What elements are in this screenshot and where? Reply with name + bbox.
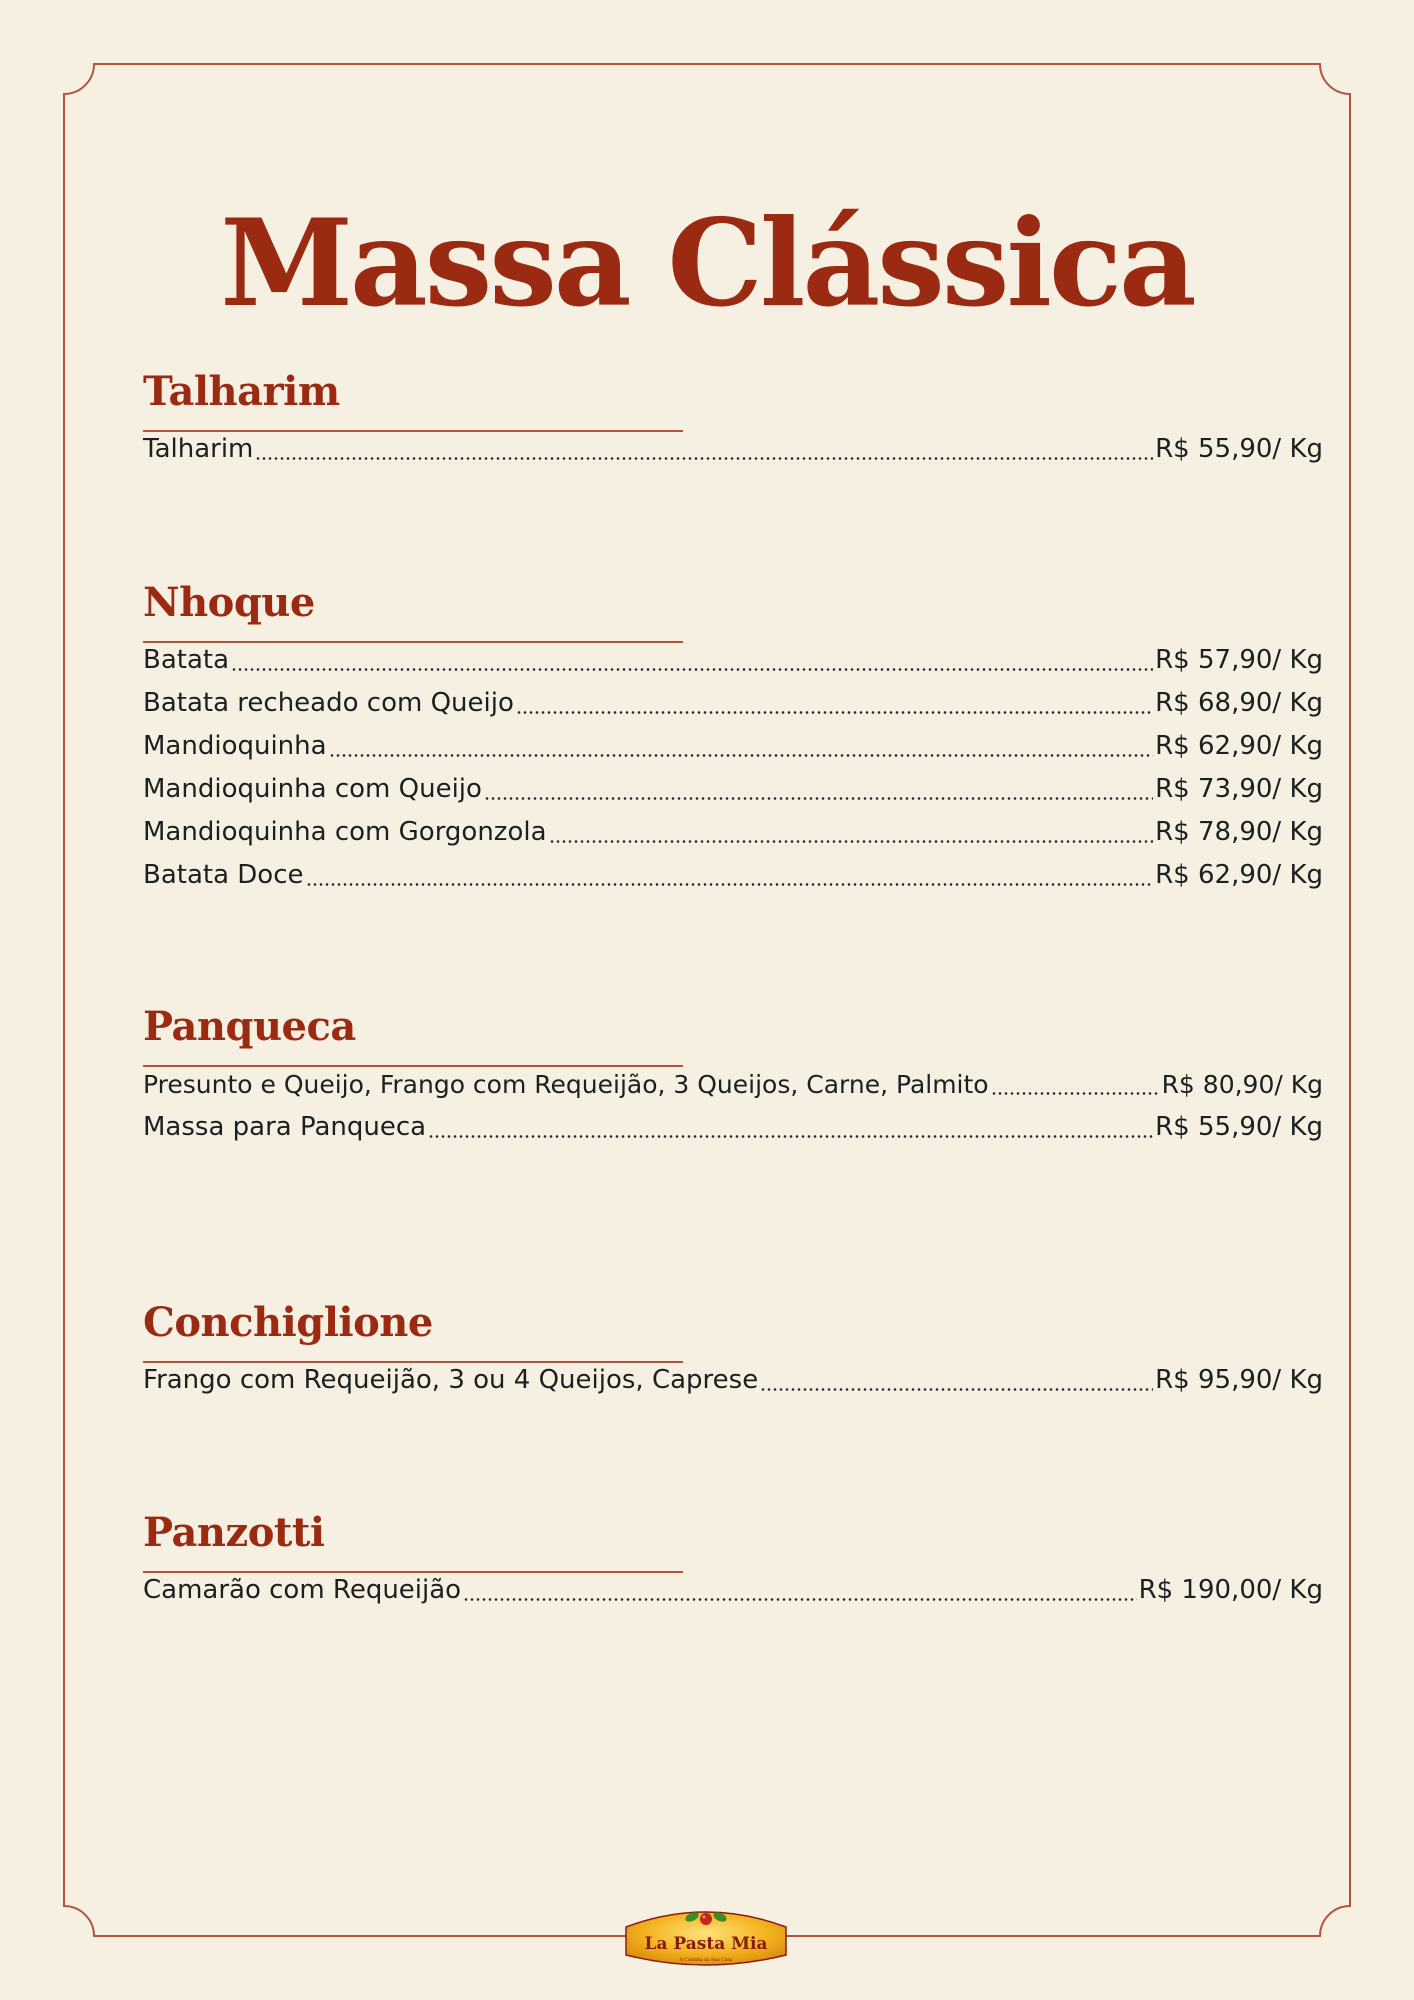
item-name: Camarão com Requeijão bbox=[143, 1575, 462, 1605]
section-nhoque bbox=[143, 579, 1323, 897]
page-title: Massa Clássica bbox=[220, 193, 1194, 335]
item-list bbox=[143, 1359, 1323, 1402]
section-underline bbox=[143, 1361, 683, 1363]
item-name: Talharim bbox=[143, 434, 254, 464]
section-panzotti bbox=[143, 1509, 1323, 1612]
section-heading: Conchiglione bbox=[143, 1299, 433, 1346]
section-underline bbox=[143, 1065, 683, 1067]
menu-item bbox=[143, 1359, 1323, 1402]
item-list bbox=[143, 428, 1323, 471]
menu-item bbox=[143, 1063, 1323, 1106]
item-price: R$ 95,90/ Kg bbox=[1155, 1365, 1323, 1395]
menu-item bbox=[143, 854, 1323, 897]
item-name: Mandioquinha bbox=[143, 731, 327, 761]
menu-item bbox=[143, 768, 1323, 811]
logo-text: La Pasta Mia bbox=[644, 1934, 768, 1954]
section-underline bbox=[143, 1571, 683, 1573]
item-price: R$ 80,90/ Kg bbox=[1161, 1070, 1323, 1099]
section-underline bbox=[143, 641, 683, 643]
dot-leader bbox=[549, 840, 1154, 843]
item-price: R$ 55,90/ Kg bbox=[1155, 1112, 1323, 1142]
item-list bbox=[143, 1569, 1323, 1612]
menu-item bbox=[143, 1106, 1323, 1149]
item-list bbox=[143, 1063, 1323, 1149]
item-name: Batata recheado com Queijo bbox=[143, 688, 514, 718]
item-price: R$ 62,90/ Kg bbox=[1155, 860, 1323, 890]
section-heading: Panzotti bbox=[143, 1509, 325, 1556]
item-name: Presunto e Queijo, Frango com Requeijão, 3 Queijos, Carne, Palmito bbox=[143, 1070, 989, 1099]
menu-item bbox=[143, 725, 1323, 768]
item-price: R$ 190,00/ Kg bbox=[1138, 1575, 1323, 1605]
dot-leader bbox=[484, 797, 1153, 800]
section-heading: Nhoque bbox=[143, 579, 315, 626]
section-heading: Talharim bbox=[143, 368, 340, 415]
item-name: Batata Doce bbox=[143, 860, 304, 890]
dot-leader bbox=[255, 457, 1153, 460]
section-panqueca bbox=[143, 1003, 1323, 1149]
item-price: R$ 68,90/ Kg bbox=[1155, 688, 1323, 718]
item-name: Frango com Requeijão, 3 ou 4 Queijos, Caprese bbox=[143, 1365, 759, 1395]
item-name: Mandioquinha com Gorgonzola bbox=[143, 817, 547, 847]
dot-leader bbox=[760, 1388, 1153, 1391]
item-name: Mandioquinha com Queijo bbox=[143, 774, 482, 804]
la-pasta-mia-logo bbox=[620, 1903, 792, 1971]
dot-leader bbox=[463, 1598, 1136, 1601]
section-conchiglione bbox=[143, 1299, 1323, 1402]
item-price: R$ 62,90/ Kg bbox=[1155, 731, 1323, 761]
dot-leader bbox=[306, 883, 1154, 886]
dot-leader bbox=[516, 711, 1153, 714]
section-underline bbox=[143, 430, 683, 432]
dot-leader bbox=[991, 1092, 1160, 1095]
item-price: R$ 73,90/ Kg bbox=[1155, 774, 1323, 804]
item-price: R$ 78,90/ Kg bbox=[1155, 817, 1323, 847]
menu-item bbox=[143, 682, 1323, 725]
item-list bbox=[143, 639, 1323, 897]
dot-leader bbox=[329, 754, 1154, 757]
menu-item bbox=[143, 639, 1323, 682]
item-name: Batata bbox=[143, 645, 230, 675]
logo-tagline: A Cozinha da Sua Casa bbox=[679, 1958, 733, 1963]
menu-item bbox=[143, 811, 1323, 854]
item-price: R$ 55,90/ Kg bbox=[1155, 434, 1323, 464]
section-heading: Panqueca bbox=[143, 1003, 356, 1050]
dot-leader bbox=[428, 1135, 1153, 1138]
menu-item bbox=[143, 428, 1323, 471]
dot-leader bbox=[231, 668, 1153, 671]
section-talharim bbox=[143, 368, 1323, 471]
item-price: R$ 57,90/ Kg bbox=[1155, 645, 1323, 675]
menu-item bbox=[143, 1569, 1323, 1612]
item-name: Massa para Panqueca bbox=[143, 1112, 427, 1142]
